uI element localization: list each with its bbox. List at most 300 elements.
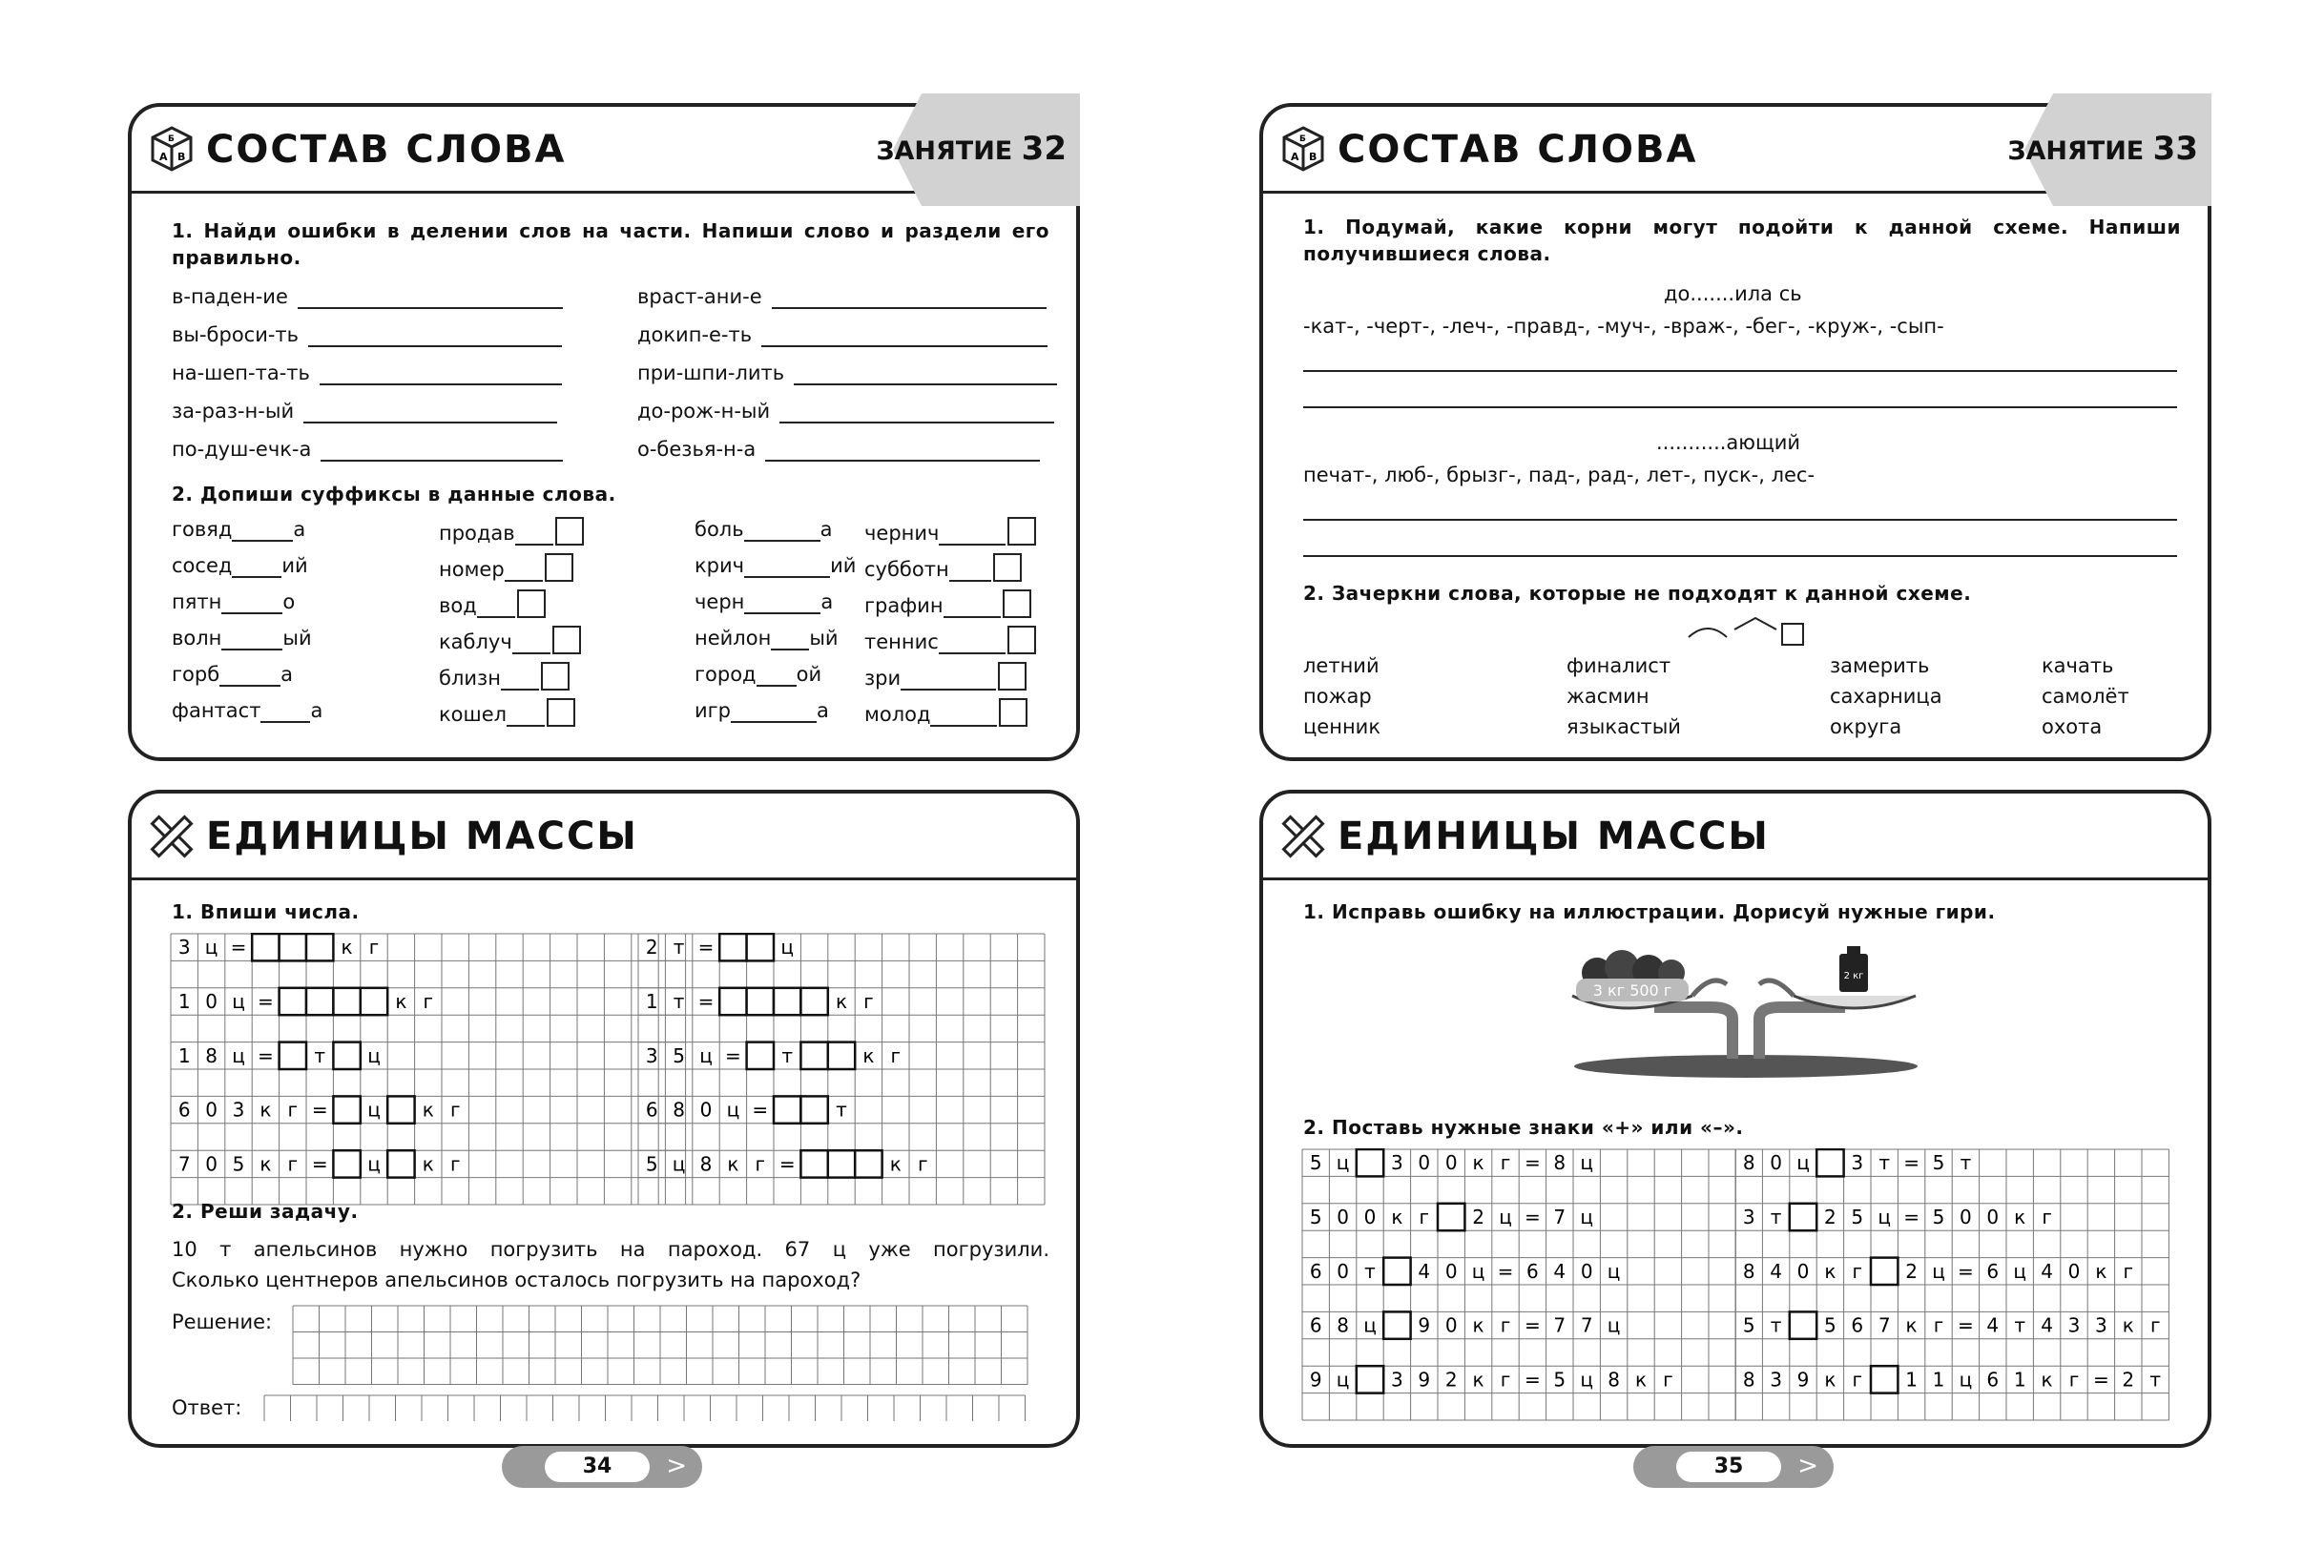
word-option[interactable]: сахарница (1830, 685, 1942, 708)
word-ending: ий (830, 554, 857, 577)
left-word-card (128, 103, 1080, 761)
page-number: 34 (545, 1452, 650, 1482)
answer-box[interactable] (774, 988, 800, 1015)
answer-box[interactable] (855, 1150, 882, 1177)
answer-box[interactable] (333, 1042, 360, 1069)
grid-char: 9 (1418, 1368, 1431, 1392)
grid-char: к (1905, 1313, 1918, 1337)
suffix-blank[interactable] (232, 557, 281, 578)
grid-char: = (230, 936, 247, 959)
word-stem: каблуч (439, 630, 512, 653)
suffix-blank[interactable] (939, 525, 1006, 546)
suffix-blank[interactable] (949, 561, 991, 582)
ending-box[interactable] (552, 626, 581, 654)
answer-box[interactable] (280, 988, 306, 1015)
answer-box[interactable] (1790, 1311, 1816, 1338)
word: в-паден-ие (172, 285, 288, 308)
ending-box[interactable] (1003, 589, 1031, 618)
suffix-blank[interactable] (477, 597, 515, 618)
suffix-item (695, 589, 833, 614)
ending-box[interactable] (555, 517, 584, 546)
grid-char: 3 (2067, 1313, 2081, 1337)
answer-box[interactable] (800, 1042, 827, 1069)
grid-char: т (1878, 1151, 1891, 1175)
answer-box[interactable] (333, 1150, 360, 1177)
answer-box[interactable] (280, 1042, 306, 1069)
grid-char: т (1770, 1313, 1782, 1337)
answer-line[interactable] (765, 441, 1040, 462)
suffix-blank[interactable] (501, 670, 539, 691)
grid-char: г (1500, 1313, 1511, 1337)
right-mass-card (1259, 790, 2211, 1448)
task-2: 2. Зачеркни слова, которые не подходят к данной схеме. (1303, 582, 1972, 605)
weight-label: 2 кг (1843, 971, 1864, 981)
grid-char: ц (1336, 1151, 1350, 1175)
answer-box[interactable] (387, 1096, 414, 1123)
word: до-рож-н-ый (637, 400, 771, 423)
answer-box[interactable] (361, 988, 387, 1015)
suffix-blank[interactable] (939, 633, 1006, 654)
grid-char: = (697, 936, 715, 959)
problem-line-1: 10 т апельсинов нужно погрузить на пароход. 67 ц уже погрузили. (172, 1238, 1049, 1261)
abc-cube-icon (1278, 124, 1328, 174)
grid-char: = (1525, 1205, 1541, 1228)
word: за-раз-н-ый (172, 400, 295, 423)
word-option[interactable]: замерить (1830, 654, 1930, 677)
grid-char: т (673, 989, 685, 1013)
grid-char: т (673, 936, 685, 959)
answer-box[interactable] (1383, 1311, 1410, 1338)
suffix-item (439, 589, 546, 618)
ending-box[interactable] (1007, 626, 1036, 654)
grid-char: 0 (1580, 1259, 1593, 1283)
svg-text:А: А (159, 151, 168, 163)
grid-char: 2 (1824, 1205, 1836, 1228)
grid-char: т (1364, 1259, 1376, 1283)
grid-char: 5 (232, 1152, 245, 1176)
grid-char: к (422, 1152, 434, 1176)
answer-box[interactable] (828, 1042, 855, 1069)
word-option[interactable]: летний (1303, 654, 1380, 677)
grid-char: 3 (177, 936, 191, 959)
answer-box[interactable] (719, 988, 746, 1015)
answer-box[interactable] (747, 988, 774, 1015)
ending-box[interactable] (998, 662, 1027, 691)
grid-char: 3 (1391, 1368, 1403, 1392)
suffix-item (172, 589, 295, 614)
grid-char: 8 (205, 1043, 218, 1067)
word-stem: волн (172, 627, 222, 650)
suffix-blank[interactable] (221, 593, 282, 614)
suffix-blank[interactable] (771, 629, 809, 650)
grid-char: г (863, 989, 874, 1013)
suffix-blank[interactable] (232, 521, 293, 542)
page-number-pill[interactable] (502, 1446, 702, 1488)
ending-box[interactable] (547, 698, 575, 727)
grid-char: = (258, 1043, 274, 1067)
grid-char: 7 (177, 1152, 191, 1176)
grid-char: ц (1959, 1368, 1973, 1392)
grid-char: 6 (1986, 1259, 2000, 1283)
word-option[interactable]: охота (2042, 715, 2103, 738)
grid-char: 3 (645, 1043, 658, 1067)
grid-char: = (725, 1043, 741, 1067)
svg-text:В: В (177, 151, 186, 163)
svg-text:В: В (1309, 151, 1318, 163)
page-number: 35 (1676, 1452, 1781, 1482)
grid-char: 0 (205, 1152, 218, 1176)
answer-box[interactable] (252, 934, 279, 960)
word-stem: город (695, 663, 757, 686)
answer-box[interactable] (1871, 1258, 1898, 1285)
grid-char: 7 (1553, 1205, 1567, 1228)
grid-svg (1301, 1148, 1736, 1421)
grid-char: 0 (1444, 1151, 1458, 1175)
answer-box[interactable] (306, 988, 333, 1015)
grid-char: 5 (673, 1043, 685, 1067)
lesson-tab (2007, 93, 2211, 206)
ending-box[interactable] (517, 589, 546, 618)
answer-line[interactable] (772, 288, 1047, 309)
ruler-pencil-icon (1278, 811, 1328, 860)
grid-char: ц (726, 1098, 740, 1122)
grid-char: = (752, 1098, 769, 1122)
answer-box[interactable] (800, 1096, 827, 1123)
grid-char: 4 (2041, 1313, 2053, 1337)
solution-label: Решение: (172, 1310, 273, 1333)
suffix-blank[interactable] (731, 702, 817, 723)
word: вы-броси-ть (172, 323, 300, 346)
word-ending: ый (282, 627, 312, 650)
answer-line[interactable] (1303, 519, 2177, 521)
grid-char: = (1497, 1259, 1514, 1283)
answer-line[interactable] (320, 364, 562, 385)
grid-char: ц (1580, 1151, 1594, 1175)
grid-char: т (781, 1043, 794, 1067)
suffix-blank[interactable] (744, 593, 820, 614)
grid-char: ц (367, 1098, 381, 1122)
grid-char: 5 (1742, 1313, 1755, 1337)
word-ending: а (280, 663, 294, 686)
scales-illustration (1568, 935, 1921, 1078)
suffix-item (439, 517, 584, 546)
answer-box[interactable] (800, 988, 827, 1015)
grid-char: 7 (1580, 1313, 1593, 1337)
answer-box[interactable] (333, 988, 360, 1015)
word-option[interactable]: округа (1830, 715, 1902, 738)
suffix-item (172, 698, 322, 723)
grid-char: 5 (1932, 1151, 1945, 1175)
suffix-item (695, 698, 829, 723)
grid-char: 8 (1742, 1259, 1755, 1283)
grid-char: 8 (1742, 1368, 1755, 1392)
answer-line[interactable] (779, 402, 1054, 423)
section-title: ЕДИНИЦЫ МАССЫ (206, 815, 638, 858)
grid-char: ц (232, 1043, 245, 1067)
answer-line[interactable] (1303, 555, 2177, 557)
answer-box[interactable] (1357, 1366, 1383, 1393)
suffix-blank[interactable] (930, 706, 997, 727)
task-1: 1. Подумай, какие корни могут подойти к данной схеме. Напиши получившиеся слова. (1303, 216, 2181, 265)
answer-box[interactable] (1816, 1149, 1843, 1176)
grid-char: к (1391, 1205, 1403, 1228)
grid-char: 0 (1337, 1259, 1349, 1283)
word-row (172, 437, 563, 462)
card-header (132, 794, 1076, 880)
grid-char: к (1824, 1368, 1836, 1392)
roots-list-2: печат-, люб-, брызг-, пад-, рад-, лет-, пуск-, лес- (1303, 464, 1816, 486)
word-ending: а (310, 699, 323, 722)
ending-box[interactable] (993, 553, 1022, 582)
grid-char: к (835, 989, 848, 1013)
answer-line[interactable] (321, 441, 563, 462)
word-ending: а (820, 590, 834, 613)
grid-char: к (259, 1152, 272, 1176)
suffix-blank[interactable] (512, 633, 550, 654)
word-stem: фантаст (172, 699, 261, 722)
grid-char: = (1525, 1368, 1541, 1392)
next-arrow-icon[interactable]: > (666, 1452, 687, 1480)
answer-line[interactable] (308, 326, 562, 347)
grid-char: 0 (1770, 1151, 1782, 1175)
grid-svg (1734, 1148, 2169, 1421)
grid-char: 2 (645, 936, 658, 959)
suffix-item (439, 698, 575, 727)
grid-char: к (727, 1152, 739, 1176)
suffix-item (695, 626, 839, 650)
word-stem: молод (864, 703, 931, 726)
grid-char: 6 (1851, 1313, 1864, 1337)
ending-box[interactable] (545, 553, 573, 582)
grid-char: т (314, 1043, 326, 1067)
suffix-item (172, 553, 308, 578)
answer-box[interactable] (306, 934, 333, 960)
answer-box[interactable] (1438, 1204, 1464, 1230)
grid-char: ц (1471, 1259, 1485, 1283)
answer-line[interactable] (1303, 406, 2177, 408)
grid-char: ц (1796, 1151, 1810, 1175)
grid-char: = (311, 1152, 328, 1176)
answer-box[interactable] (1383, 1258, 1410, 1285)
grid-char: г (2042, 1205, 2052, 1228)
suffix-blank[interactable] (944, 597, 1001, 618)
word-option[interactable]: финалист (1567, 654, 1671, 677)
answer-box[interactable] (1357, 1149, 1383, 1176)
task-1: 1. Найди ошибки в делении слов на части. Напиши слово и раздели его правильно. (172, 219, 1049, 269)
word-row (172, 361, 562, 385)
grid-char: к (2122, 1313, 2134, 1337)
task-1: 1. Впиши числа. (172, 900, 360, 923)
answer-label: Ответ: (172, 1396, 242, 1419)
word-option[interactable]: самолёт (2042, 685, 2129, 708)
word-row (637, 284, 1047, 309)
grid-char: = (1958, 1313, 1974, 1337)
suffix-item (864, 553, 1022, 582)
grid-char: 4 (1418, 1259, 1431, 1283)
abc-cube-icon (147, 124, 197, 174)
word: на-шеп-та-ть (172, 361, 310, 384)
grid-char: 3 (1770, 1368, 1782, 1392)
svg-text:Б: Б (1299, 134, 1306, 144)
grid-char: 2 (1444, 1368, 1458, 1392)
word-option[interactable]: жасмин (1567, 685, 1650, 708)
ending-box[interactable] (999, 698, 1027, 727)
answer-box[interactable] (719, 934, 746, 960)
suffix-item (695, 517, 832, 542)
svg-text:А: А (1291, 151, 1299, 163)
section-title: ЕДИНИЦЫ МАССЫ (1338, 815, 1770, 858)
grid-char: ц (672, 1152, 686, 1176)
grid-char: 7 (1553, 1313, 1567, 1337)
grid-char: к (1824, 1259, 1836, 1283)
signs-grid-left (1301, 1148, 1736, 1421)
grid-char: 9 (1418, 1313, 1431, 1337)
grid-char: 0 (1337, 1205, 1349, 1228)
lesson-tab (876, 93, 1080, 206)
word-option[interactable]: ценник (1303, 715, 1381, 738)
grid-char: ц (1932, 1259, 1945, 1283)
morpheme-scheme-1: до.......ила сь (1664, 282, 1802, 305)
grid-char: 6 (1526, 1259, 1539, 1283)
task-2: 2. Реши задачу. (172, 1200, 359, 1223)
word-option[interactable]: пожар (1303, 685, 1372, 708)
suffix-blank[interactable] (505, 561, 543, 582)
answer-line[interactable] (1303, 370, 2177, 372)
word-stem: кошел (439, 703, 508, 726)
problem-line-2: Сколько центнеров апельсинов осталось погрузить на пароход? (172, 1269, 861, 1291)
grid-char: ц (367, 1043, 381, 1067)
grid-char: г (368, 936, 380, 959)
answer-line[interactable] (794, 364, 1057, 385)
suffix-blank[interactable] (260, 702, 310, 723)
ending-box[interactable] (541, 662, 570, 691)
grid-char: 4 (1986, 1313, 2000, 1337)
word-ending: ый (809, 627, 839, 650)
grid-char: 0 (699, 1098, 713, 1122)
grid-char: 5 (1932, 1205, 1945, 1228)
morpheme-scheme-2: ...........ающий (1656, 431, 1801, 454)
solution-grid[interactable] (292, 1305, 1028, 1385)
grid-char: = (697, 989, 715, 1013)
grid-char: 1 (1932, 1368, 1945, 1392)
grid-char: = (258, 989, 274, 1013)
grid-char: г (917, 1152, 928, 1176)
grid-char: ц (1336, 1368, 1350, 1392)
grid-char: 6 (645, 1098, 658, 1122)
grid-char: 5 (1309, 1205, 1322, 1228)
grid-char: 3 (2095, 1313, 2107, 1337)
word: враст-ани-е (637, 285, 762, 308)
answer-line[interactable] (303, 402, 557, 423)
suffix-blank[interactable] (515, 525, 553, 546)
grid-char: г (449, 1152, 461, 1176)
next-arrow-icon[interactable]: > (1797, 1452, 1818, 1480)
suffix-blank[interactable] (219, 666, 280, 687)
section-title: СОСТАВ СЛОВА (1338, 128, 1698, 172)
grid-char: 8 (699, 1152, 713, 1176)
grid-char: 9 (1309, 1368, 1322, 1392)
grid-char: 6 (177, 1098, 191, 1122)
answer-box[interactable] (747, 1042, 774, 1069)
answer-box[interactable] (800, 1150, 827, 1177)
right-word-card (1259, 103, 2211, 761)
grid-char: к (2041, 1368, 2053, 1392)
suffix-blank[interactable] (507, 706, 545, 727)
grid-char: г (2123, 1259, 2134, 1283)
ending-box[interactable] (1007, 517, 1036, 546)
grid-char: к (889, 1152, 902, 1176)
word-option[interactable]: языкастый (1567, 715, 1681, 738)
grid-char: 1 (1905, 1368, 1918, 1392)
suffix-blank[interactable] (221, 629, 282, 650)
answer-box[interactable] (774, 1096, 800, 1123)
suffix-blank[interactable] (744, 557, 830, 578)
grid-char: 5 (1553, 1368, 1567, 1392)
word-stem: крич (695, 554, 745, 577)
answer-box[interactable] (1790, 1204, 1816, 1230)
word-option[interactable]: качать (2042, 654, 2114, 677)
suffix-item (864, 589, 1031, 618)
grid-char: ц (1878, 1205, 1892, 1228)
word-ending: о (282, 590, 296, 613)
answer-box[interactable] (828, 1150, 855, 1177)
grid-char: = (778, 1152, 796, 1176)
word: по-душ-ечк-а (172, 438, 312, 461)
grid-char: т (2149, 1368, 2162, 1392)
answer-box[interactable] (333, 1096, 360, 1123)
grid-char: г (1852, 1368, 1863, 1392)
grid-char: 0 (1960, 1205, 1972, 1228)
word-stem: черн (695, 590, 745, 613)
pan-label: 3 кг 500 г (1592, 981, 1672, 1000)
grid-char: 8 (1742, 1151, 1755, 1175)
suffix-blank[interactable] (744, 521, 820, 542)
grid-char: 0 (2067, 1259, 2081, 1283)
grid-char: 2 (2122, 1368, 2135, 1392)
answer-box[interactable] (747, 934, 774, 960)
grid-char: ц (1499, 1205, 1512, 1228)
answer-line[interactable] (298, 288, 563, 309)
answer-grid[interactable] (263, 1394, 1028, 1421)
grid-char: 6 (1309, 1259, 1322, 1283)
grid-char: к (1634, 1368, 1648, 1392)
suffix-item (172, 517, 305, 542)
grid-char: 2 (1472, 1205, 1484, 1228)
grid-char: 9 (1796, 1368, 1810, 1392)
grid-char: 0 (205, 989, 218, 1013)
word-stem: вод (439, 594, 477, 617)
page-number-pill[interactable] (1633, 1446, 1834, 1488)
grid-char: г (423, 989, 434, 1013)
answer-box[interactable] (280, 934, 306, 960)
word-row (637, 322, 1048, 347)
grid-char: ц (1607, 1259, 1621, 1283)
grid-char: 0 (205, 1098, 218, 1122)
grid-char: 3 (1851, 1151, 1864, 1175)
ruler-pencil-icon (147, 811, 197, 860)
answer-box[interactable] (387, 1150, 414, 1177)
grid-char: г (1419, 1205, 1430, 1228)
suffix-item (439, 662, 570, 691)
word-stem: зри (864, 667, 902, 690)
answer-box[interactable] (1871, 1366, 1898, 1393)
word-stem: боль (695, 518, 744, 541)
suffix-blank[interactable] (757, 666, 797, 687)
answer-line[interactable] (761, 326, 1048, 347)
suffix-blank[interactable] (901, 670, 996, 691)
grid-char: 0 (1363, 1205, 1377, 1228)
grid-char: = (311, 1098, 328, 1122)
